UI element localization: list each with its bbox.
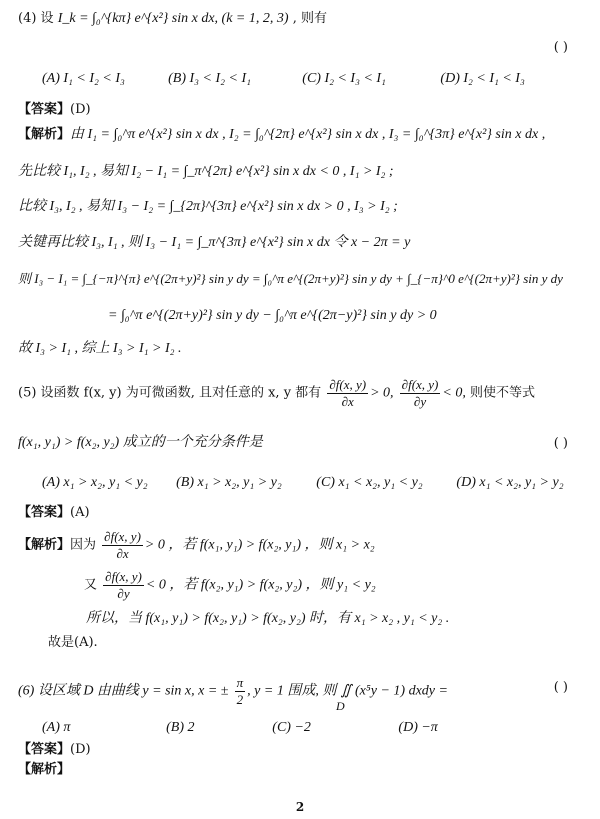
q4-head: (4) 设 (18, 11, 54, 26)
q5-cond2-rel: < 0, (442, 385, 466, 401)
q5-cond1-rel: > 0, (370, 385, 394, 401)
q5-answer: (A) (70, 505, 90, 520)
q6-option-b: (B) 2 (166, 720, 195, 735)
q4-option-c: (C) I₂ < I₃ < I₁ (302, 71, 386, 86)
q5-cond2-fraction (400, 378, 441, 408)
q6-domain-label: D (336, 699, 345, 713)
q5-analysis-line-4: 故是(A). (48, 635, 98, 650)
q5-a2-den: ∂y (117, 585, 130, 601)
q5-a1-num: ∂f(x, y) (104, 529, 141, 544)
q4-analysis-line-6: = ∫₀^π e^{(2π+y)²} sin y dy − ∫₀^π e^{(2π−y)²} sin y dy > 0 (108, 308, 437, 323)
q4-analysis-line-2: 先比较 I₁, I₂ , 易知 I₂ − I₁ = ∫_π^{2π} e^{x²} sin x dx < 0 , I₁ > I₂ ; (18, 164, 394, 179)
q5-a2-post: < 0 ，若 f(x₂, y₁) > f(x₂, y₂) ，则 y₁ < y₂ (145, 577, 376, 593)
q6-mid: , y = 1 围成, 则 (247, 683, 337, 699)
q6-bracket: ( ) (553, 680, 568, 695)
q5-options (42, 476, 564, 490)
q5-analysis-line-1 (18, 530, 375, 560)
q5-option-a: (A) x₁ > x₂, y₁ < y₂ (42, 475, 148, 490)
q5-line2: f(x₁, y₁) > f(x₂, y₂) 成立的一个充分条件是 (18, 435, 263, 450)
q5-a2-fraction (103, 570, 144, 600)
q5-option-c: (C) x₁ < x₂, y₁ < y₂ (316, 475, 423, 490)
q5-bracket: ( ) (553, 436, 568, 451)
q4-stem (18, 12, 327, 26)
q4-analysis-line-7: 故 I₃ > I₁ , 综上 I₃ > I₁ > I₂ . (18, 341, 182, 356)
q6-analysis-label: 【解析】 (18, 762, 71, 777)
q4-options (42, 72, 525, 86)
q5-cond1-num: ∂f(x, y) (329, 377, 367, 392)
q4-analysis-line-4: 关键再比较 I₃, I₁ , 则 I₃ − I₁ = ∫_π^{3π} e^{x²} sin x dx 令 x − 2π = y (18, 235, 411, 250)
q4-option-b: (B) I₃ < I₂ < I₁ (168, 71, 251, 86)
q6-head: (6) 设区域 D 由曲线 y = sin x, x = ± (18, 683, 229, 699)
q4-tail: , 则有 (292, 11, 327, 26)
q6-answer: (D) (70, 742, 91, 757)
q5-option-b: (B) x₁ > x₂, y₁ > y₂ (176, 475, 282, 490)
q6-fraction (235, 676, 246, 706)
q5-cond1-fraction (327, 378, 368, 408)
q5-head: (5) 设函数 f(x, y) 为可微函数, 且对任意的 x, y 都有 (18, 385, 322, 401)
q6-frac-den: 2 (236, 691, 244, 707)
page-number: 2 (295, 800, 305, 814)
q6-options (42, 721, 438, 735)
q5-answer-line (18, 506, 90, 519)
q5-a1-fraction (102, 530, 143, 560)
q5-cond2-den: ∂y (413, 393, 427, 409)
q4-analysis-line-1 (18, 128, 545, 142)
q4-answer: (D) (70, 102, 91, 117)
q6-stem (18, 676, 448, 706)
q6-option-c: (C) −2 (272, 720, 311, 735)
q6-integral: ∬ (x⁵y − 1) dxdy = (340, 683, 448, 699)
q5-tail: 则使不等式 (469, 385, 535, 401)
q5-analysis-line-2 (84, 570, 376, 600)
q5-analysis-line-3: 所以，当 f(x₁, y₁) > f(x₂, y₁) > f(x₂, y₂) 时，有 x₁ > x₂ , y₁ < y₂ . (86, 611, 450, 626)
q4-analysis-line-5: 则 I₃ − I₁ = ∫_{−π}^{π} e^{(2π+y)²} sin y dy = ∫₀^π e^{(2π+y)²} sin y dy + ∫_{−π}^0 e^{(2π+y)²} sin y dy (18, 271, 563, 286)
q6-option-d: (D) −π (398, 720, 438, 735)
q4-answer-label: 【答案】 (18, 102, 71, 117)
q5-cond2-num: ∂f(x, y) (401, 377, 439, 392)
q4-formula: I_k = ∫₀^{kπ} e^{x²} sin x dx, (k = 1, 2, 3) (57, 11, 289, 26)
q5-option-d: (D) x₁ < x₂, y₁ > y₂ (456, 475, 564, 490)
q5-stem (18, 378, 535, 408)
q4-analysis-line-3: 比较 I₃, I₂ , 易知 I₃ − I₂ = ∫_{2π}^{3π} e^{x²} sin x dx > 0 , I₃ > I₂ ; (18, 199, 398, 214)
q5-a1-pre: 因为 (70, 537, 97, 553)
q5-cond1-den: ∂x (341, 393, 354, 409)
q4-answer-line (18, 103, 91, 116)
q5-analysis-label: 【解析】 (18, 537, 71, 553)
q4-analysis-label: 【解析】 (18, 127, 71, 142)
q5-a1-post: > 0 ，若 f(x₁, y₁) > f(x₂, y₁) ，则 x₁ > x₂ (144, 537, 375, 553)
q4-option-a: (A) I₁ < I₂ < I₃ (42, 71, 125, 86)
q6-frac-num: π (236, 675, 244, 690)
q6-option-a: (A) π (42, 720, 71, 735)
q5-a1-den: ∂x (116, 545, 129, 561)
q5-answer-label: 【答案】 (18, 505, 71, 520)
q5-a2-num: ∂f(x, y) (105, 569, 142, 584)
q4-bracket: ( ) (553, 40, 568, 55)
q4-option-d: (D) I₂ < I₁ < I₃ (440, 71, 525, 86)
q5-a2-pre: 又 (84, 577, 98, 593)
q4-analysis-text-1: 由 I₁ = ∫₀^π e^{x²} sin x dx , I₂ = ∫₀^{2π} e^{x²} sin x dx , I₃ = ∫₀^{3π} e^{x²} sin x dx , (70, 127, 546, 142)
q6-answer-label: 【答案】 (18, 742, 71, 757)
q6-answer-line (18, 743, 91, 756)
